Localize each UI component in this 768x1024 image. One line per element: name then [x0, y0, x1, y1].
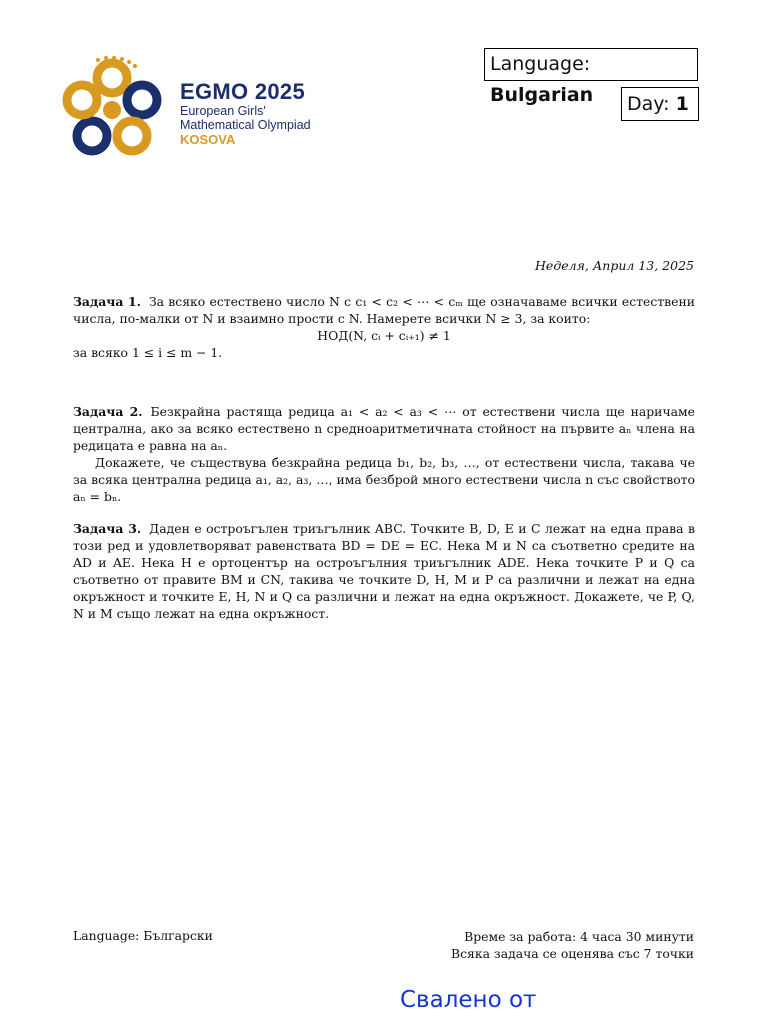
brand-place: KOSOVA	[180, 132, 236, 147]
footer-language: Language: Български	[73, 928, 213, 943]
problem-1-label: Задача 1.	[73, 294, 141, 309]
problem-2	[73, 403, 695, 505]
problem-1-after: за всяко 1 ≤ i ≤ m − 1.	[73, 345, 223, 360]
egmo-logo	[56, 54, 168, 166]
download-banner[interactable]: Свалено от	[400, 987, 537, 1013]
footer-points: Всяка задача се оценява със 7 точки	[451, 946, 694, 961]
exam-date: Неделя, Април 13, 2025	[535, 258, 694, 273]
day-label: Day:	[627, 93, 670, 115]
day-value: 1	[675, 93, 689, 115]
language-value: Bulgarian	[490, 84, 594, 106]
footer-time: Време за работа: 4 часа 30 минути	[464, 929, 694, 944]
brand-title: EGMO 2025	[180, 79, 305, 104]
language-label: Language:	[490, 53, 591, 75]
brand-line-2: Mathematical Olympiad	[180, 118, 311, 132]
problem-3-label: Задача 3.	[73, 521, 142, 536]
problem-2-label: Задача 2.	[73, 404, 143, 419]
brand-block	[180, 80, 311, 148]
problem-2-text: Безкрайна растяща редица a₁ < a₂ < a₃ < ⋯ от естествени числа ще наричаме централна, ако за всяко естествено n средноаритметичната стойност на първите aₙ члена на редицата е равна на aₙ.	[73, 404, 695, 453]
footer-info	[451, 928, 694, 962]
day-box	[621, 87, 699, 121]
problem-1-text: За всяко естествено число N с c₁ < c₂ < ⋯ < cₘ ще означаваме всички естествени числа, по-малки от N и взаимно прости с N. Намерете всички N ≥ 3, за които:	[73, 294, 695, 326]
brand-line-1: European Girls'	[180, 104, 266, 118]
problem-1	[73, 293, 695, 361]
problem-3-text: Даден е остроъгълен триъгълник ABC. Точките B, D, E и C лежат на една права в този ред и удовлетворяват равенствата BD = DE = EC. Нека M и N са съответно средите на AD и AE. Нека H е ортоцентър на остроъгълния триъгълник ADE. Нека точките P и Q са съответно от правите BM и CN, такива че точките D, H, M и P са различни и лежат на една окръжност и точките E, H, N и Q са различни и лежат на една окръжност. Докажете, че P, Q, N и M също лежат на една окръжност.	[73, 521, 695, 621]
problem-2-para2: Докажете, че съществува безкрайна редица b₁, b₂, b₃, …, от естествени числа, такава че за всяка централна редица a₁, a₂, a₃, …, има безброй много естествени числа n със свойството aₙ = bₙ.	[73, 455, 695, 504]
problem-3	[73, 520, 695, 622]
problem-1-formula: НОД(N, cᵢ + cᵢ₊₁) ≠ 1	[317, 328, 451, 343]
